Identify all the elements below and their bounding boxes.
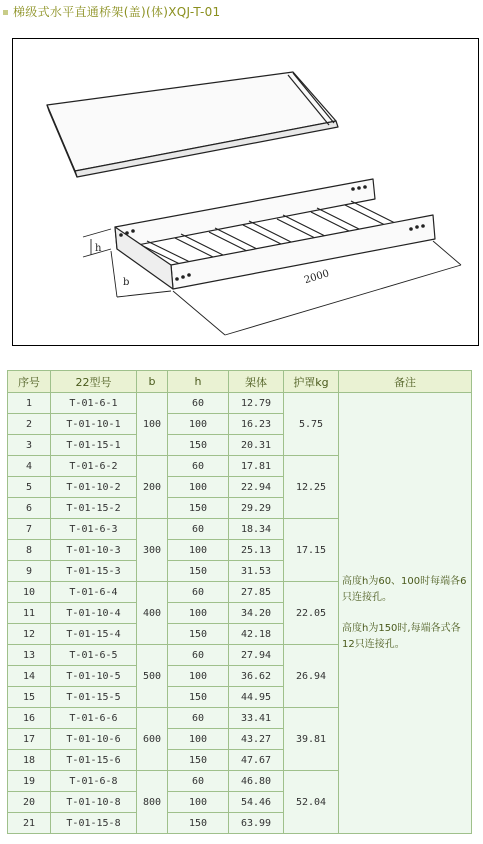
cell-model: T-01-10-1 bbox=[51, 414, 137, 435]
cell-h: 60 bbox=[168, 708, 229, 729]
cell-index: 15 bbox=[8, 687, 51, 708]
cell-h: 60 bbox=[168, 393, 229, 414]
cell-h: 60 bbox=[168, 582, 229, 603]
cable-tray-illustration bbox=[13, 39, 478, 345]
cell-model: T-01-10-3 bbox=[51, 540, 137, 561]
spec-table-header bbox=[8, 371, 472, 393]
cable-tray-drawing bbox=[12, 38, 479, 346]
cell-index: 13 bbox=[8, 645, 51, 666]
cell-model: T-01-10-4 bbox=[51, 603, 137, 624]
cell-model: T-01-6-5 bbox=[51, 645, 137, 666]
cell-index: 11 bbox=[8, 603, 51, 624]
cell-h: 150 bbox=[168, 687, 229, 708]
cell-body-weight: 46.80 bbox=[229, 771, 284, 792]
cell-cover-weight: 26.94 bbox=[284, 645, 339, 708]
cell-b: 600 bbox=[137, 708, 168, 771]
cell-index: 7 bbox=[8, 519, 51, 540]
page-title bbox=[3, 3, 220, 20]
length-label: 2000 bbox=[303, 268, 331, 287]
cell-model: T-01-10-8 bbox=[51, 792, 137, 813]
cell-index: 12 bbox=[8, 624, 51, 645]
cell-model: T-01-6-2 bbox=[51, 456, 137, 477]
cell-h: 150 bbox=[168, 624, 229, 645]
cell-h: 150 bbox=[168, 561, 229, 582]
cell-h: 100 bbox=[168, 729, 229, 750]
note-text-2: 高度h为150时,每端各式各12只连接孔。 bbox=[342, 622, 461, 650]
cell-body-weight: 54.46 bbox=[229, 792, 284, 813]
cell-index: 10 bbox=[8, 582, 51, 603]
cell-model: T-01-6-8 bbox=[51, 771, 137, 792]
cell-body-weight: 33.41 bbox=[229, 708, 284, 729]
cell-model: T-01-15-5 bbox=[51, 687, 137, 708]
cell-index: 14 bbox=[8, 666, 51, 687]
cell-index: 6 bbox=[8, 498, 51, 519]
cell-body-weight: 20.31 bbox=[229, 435, 284, 456]
cell-index: 1 bbox=[8, 393, 51, 414]
cell-body-weight: 63.99 bbox=[229, 813, 284, 834]
cell-h: 60 bbox=[168, 456, 229, 477]
cell-b: 200 bbox=[137, 456, 168, 519]
cell-index: 21 bbox=[8, 813, 51, 834]
cell-model: T-01-15-8 bbox=[51, 813, 137, 834]
height-label: h bbox=[95, 243, 102, 254]
cell-body-weight: 17.81 bbox=[229, 456, 284, 477]
spec-table bbox=[7, 370, 472, 834]
cell-model: T-01-15-3 bbox=[51, 561, 137, 582]
title-bullet-icon bbox=[3, 10, 8, 15]
cell-model: T-01-10-5 bbox=[51, 666, 137, 687]
cell-index: 16 bbox=[8, 708, 51, 729]
cell-model: T-01-15-4 bbox=[51, 624, 137, 645]
cell-body-weight: 31.53 bbox=[229, 561, 284, 582]
col-header-model: 22型号 bbox=[51, 371, 137, 393]
cell-body-weight: 12.79 bbox=[229, 393, 284, 414]
col-header-h: h bbox=[168, 371, 229, 393]
cell-body-weight: 29.29 bbox=[229, 498, 284, 519]
cell-h: 100 bbox=[168, 540, 229, 561]
cell-cover-weight: 52.04 bbox=[284, 771, 339, 834]
cell-body-weight: 36.62 bbox=[229, 666, 284, 687]
cell-model: T-01-15-1 bbox=[51, 435, 137, 456]
cell-h: 100 bbox=[168, 603, 229, 624]
cell-b: 300 bbox=[137, 519, 168, 582]
width-label: b bbox=[123, 277, 130, 288]
cell-body-weight: 34.20 bbox=[229, 603, 284, 624]
cell-body-weight: 18.34 bbox=[229, 519, 284, 540]
cell-h: 150 bbox=[168, 813, 229, 834]
cell-body-weight: 22.94 bbox=[229, 477, 284, 498]
cell-body-weight: 16.23 bbox=[229, 414, 284, 435]
cell-body-weight: 44.95 bbox=[229, 687, 284, 708]
cell-index: 9 bbox=[8, 561, 51, 582]
cell-h: 100 bbox=[168, 414, 229, 435]
cell-model: T-01-6-4 bbox=[51, 582, 137, 603]
cell-note bbox=[339, 393, 472, 834]
cell-cover-weight: 22.05 bbox=[284, 582, 339, 645]
cell-h: 100 bbox=[168, 477, 229, 498]
cell-b: 800 bbox=[137, 771, 168, 834]
cell-index: 18 bbox=[8, 750, 51, 771]
cell-b: 100 bbox=[137, 393, 168, 456]
cell-index: 19 bbox=[8, 771, 51, 792]
cell-index: 8 bbox=[8, 540, 51, 561]
cell-b: 400 bbox=[137, 582, 168, 645]
cell-h: 100 bbox=[168, 792, 229, 813]
cell-h: 150 bbox=[168, 750, 229, 771]
cell-body-weight: 25.13 bbox=[229, 540, 284, 561]
cell-model: T-01-10-6 bbox=[51, 729, 137, 750]
cell-h: 150 bbox=[168, 435, 229, 456]
cell-model: T-01-15-2 bbox=[51, 498, 137, 519]
cell-body-weight: 47.67 bbox=[229, 750, 284, 771]
table-row bbox=[8, 393, 472, 414]
cell-model: T-01-10-2 bbox=[51, 477, 137, 498]
cell-cover-weight: 17.15 bbox=[284, 519, 339, 582]
cell-index: 2 bbox=[8, 414, 51, 435]
cell-index: 20 bbox=[8, 792, 51, 813]
cell-index: 3 bbox=[8, 435, 51, 456]
page-title-text: 梯级式水平直通桥架(盖)(体)XQJ-T-01 bbox=[13, 5, 221, 19]
cell-model: T-01-15-6 bbox=[51, 750, 137, 771]
note-text-1: 高度h为60、100时每端各6只连接孔。 bbox=[342, 575, 467, 603]
cell-cover-weight: 5.75 bbox=[284, 393, 339, 456]
cell-cover-weight: 39.81 bbox=[284, 708, 339, 771]
col-header-index: 序号 bbox=[8, 371, 51, 393]
cell-model: T-01-6-1 bbox=[51, 393, 137, 414]
cell-h: 60 bbox=[168, 771, 229, 792]
col-header-note: 备注 bbox=[339, 371, 472, 393]
cell-model: T-01-6-6 bbox=[51, 708, 137, 729]
cell-index: 4 bbox=[8, 456, 51, 477]
cell-body-weight: 27.85 bbox=[229, 582, 284, 603]
cover-plate bbox=[47, 72, 336, 171]
col-header-cover-weight: 护罩kg bbox=[284, 371, 339, 393]
cell-b: 500 bbox=[137, 645, 168, 708]
cell-h: 100 bbox=[168, 666, 229, 687]
col-header-b: b bbox=[137, 371, 168, 393]
cell-body-weight: 43.27 bbox=[229, 729, 284, 750]
cell-h: 60 bbox=[168, 519, 229, 540]
cell-index: 17 bbox=[8, 729, 51, 750]
cell-h: 150 bbox=[168, 498, 229, 519]
cell-index: 5 bbox=[8, 477, 51, 498]
cell-cover-weight: 12.25 bbox=[284, 456, 339, 519]
cell-h: 60 bbox=[168, 645, 229, 666]
cell-body-weight: 42.18 bbox=[229, 624, 284, 645]
cell-body-weight: 27.94 bbox=[229, 645, 284, 666]
cell-model: T-01-6-3 bbox=[51, 519, 137, 540]
col-header-body-weight: 架体 bbox=[229, 371, 284, 393]
